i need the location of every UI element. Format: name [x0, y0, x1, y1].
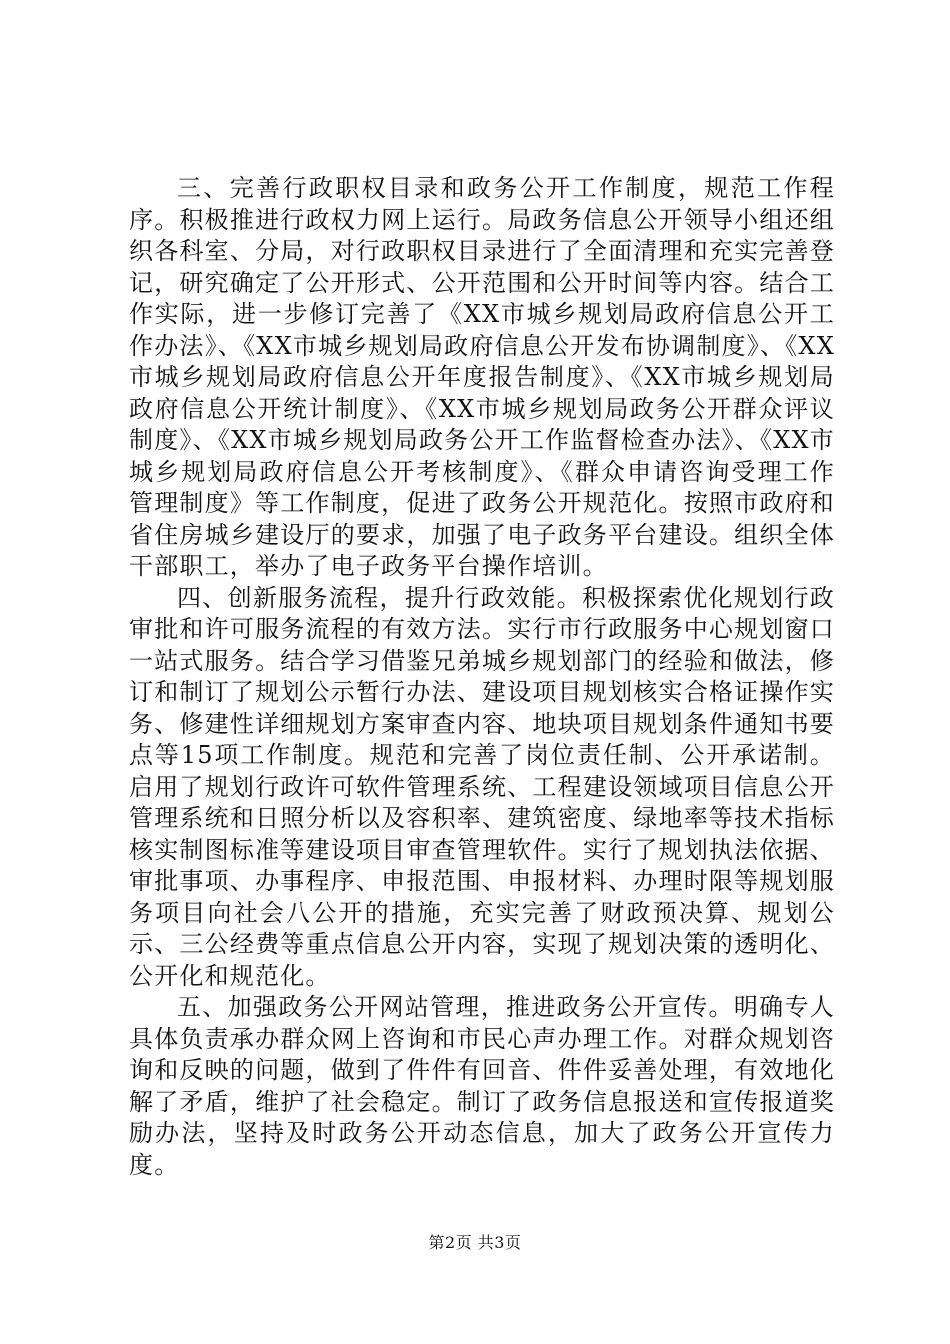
paragraph-section-4: 四、创新服务流程，提升行政效能。积极探索优化规划行政审批和许可服务流程的有效方法。实行市行政服务中心规划窗口一站式服务。结合学习借鉴兄弟城乡规划部门的经验和做法，修订和制订了规划公示暂行办法、建设项目规划核实合格证操作实务、修建性详细规划方案审查内容、地块项目规划条件通知书要点等15项工作制度。规范和完善了岗位责任制、公开承诺制。启用了规划行政许可软件管理系统、工程建设领域项目信息公开管理系统和日照分析以及容积率、建筑密度、绿地率等技术指标核实制图标准等建设项目审查管理软件。实行了规划执法依据、审批事项、办事程序、申报范围、申报材料、办理时限等规划服务项目向社会八公开的措施，充实完善了财政预决算、规划公示、三公经费等重点信息公开内容，实现了规划决策的透明化、公开化和规范化。 [129, 583, 835, 990]
paragraph-section-5: 五、加强政务公开网站管理，推进政务公开宣传。明确专人具体负责承办群众网上咨询和市民心声办理工作。对群众规划咨询和反映的问题，做到了件件有回音、件件妥善处理，有效地化解了矛盾，维护了社会稳定。制订了政务信息报送和宣传报道奖励办法，坚持及时政务公开动态信息，加大了政务公开宣传力度。 [129, 993, 835, 1179]
page-footer: 第2页 共3页 [428, 1233, 522, 1252]
paragraph-section-3: 三、完善行政职权目录和政务公开工作制度，规范工作程序。积极推进行政权力网上运行。局政务信息公开领导小组还组织各科室、分局，对行政职权目录进行了全面清理和充实完善登记，研究确定了公开形式、公开范围和公开时间等内容。结合工作实际，进一步修订完善了《XX市城乡规划局政府信息公开工作办法》、《XX市城乡规划局政府信息公开发布协调制度》、《XX市城乡规划局政府信息公开年度报告制度》、《XX市城乡规划局政府信息公开统计制度》、《XX市城乡规划局政务公开群众评议制度》、《XX市城乡规划局政务公开工作监督检查办法》、《XX市城乡规划局政府信息公开考核制度》、《群众申请咨询受理工作管理制度》等工作制度，促进了政务公开规范化。按照市政府和省住房城乡建设厅的要求，加强了电子政务平台建设。组织全体干部职工，举办了电子政务平台操作培训。 [129, 174, 835, 580]
document-body [129, 173, 835, 1181]
